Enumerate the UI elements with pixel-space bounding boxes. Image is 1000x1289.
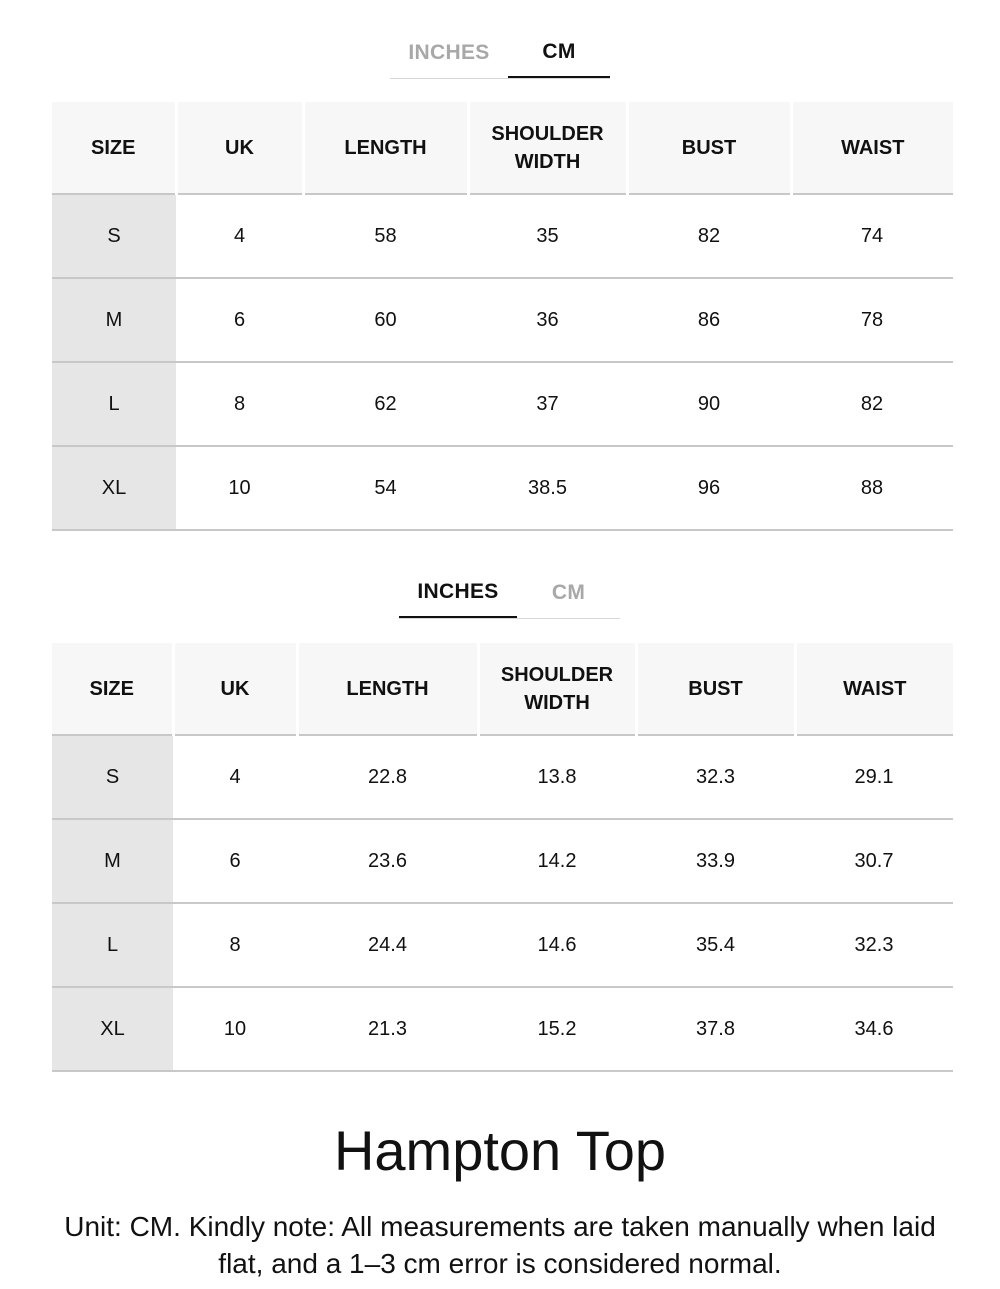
table-cell: 6 bbox=[176, 278, 303, 362]
table-cell: 88 bbox=[791, 446, 953, 530]
column-header: SHOULDER WIDTH bbox=[468, 102, 627, 194]
table-row bbox=[52, 903, 953, 987]
table-cell: 24.4 bbox=[297, 903, 478, 987]
column-header: UK bbox=[176, 102, 303, 194]
size-cell: M bbox=[52, 819, 173, 903]
table-cell: 34.6 bbox=[795, 987, 953, 1071]
table-row bbox=[52, 362, 953, 446]
column-header: WAIST bbox=[795, 643, 953, 735]
table-cell: 96 bbox=[627, 446, 791, 530]
table-row bbox=[52, 819, 953, 903]
size-table-inches bbox=[52, 643, 953, 1072]
table-cell: 32.3 bbox=[636, 735, 795, 819]
table-cell: 37 bbox=[468, 362, 627, 446]
column-header: BUST bbox=[627, 102, 791, 194]
table-cell: 14.2 bbox=[478, 819, 636, 903]
size-cell: L bbox=[52, 903, 173, 987]
size-cell: XL bbox=[52, 987, 173, 1071]
table-cell: 30.7 bbox=[795, 819, 953, 903]
column-header: WAIST bbox=[791, 102, 953, 194]
unit-tabs-inch-section bbox=[399, 568, 620, 619]
column-header: BUST bbox=[636, 643, 795, 735]
table-cell: 8 bbox=[173, 903, 297, 987]
column-header: SHOULDER WIDTH bbox=[478, 643, 636, 735]
tab-inches[interactable]: INCHES bbox=[399, 568, 517, 618]
table-cell: 4 bbox=[176, 194, 303, 278]
table-cell: 74 bbox=[791, 194, 953, 278]
table-cell: 60 bbox=[303, 278, 468, 362]
table-cell: 23.6 bbox=[297, 819, 478, 903]
table-cell: 13.8 bbox=[478, 735, 636, 819]
column-header: SIZE bbox=[52, 102, 176, 194]
table-cell: 10 bbox=[173, 987, 297, 1071]
column-header: LENGTH bbox=[297, 643, 478, 735]
size-cell: L bbox=[52, 362, 176, 446]
table-cell: 35 bbox=[468, 194, 627, 278]
size-cell: S bbox=[52, 194, 176, 278]
table-cell: 33.9 bbox=[636, 819, 795, 903]
table-cell: 62 bbox=[303, 362, 468, 446]
table-cell: 38.5 bbox=[468, 446, 627, 530]
table-row bbox=[52, 446, 953, 530]
tab-cm[interactable]: CM bbox=[508, 28, 610, 78]
table-cell: 32.3 bbox=[795, 903, 953, 987]
table-row bbox=[52, 278, 953, 362]
table-cell: 10 bbox=[176, 446, 303, 530]
table-header-row bbox=[52, 102, 953, 194]
table-row bbox=[52, 735, 953, 819]
table-cell: 4 bbox=[173, 735, 297, 819]
column-header: SIZE bbox=[52, 643, 173, 735]
table-cell: 82 bbox=[791, 362, 953, 446]
table-cell: 15.2 bbox=[478, 987, 636, 1071]
product-title: Hampton Top bbox=[333, 1119, 667, 1182]
table-cell: 36 bbox=[468, 278, 627, 362]
table-cell: 37.8 bbox=[636, 987, 795, 1071]
column-header: LENGTH bbox=[303, 102, 468, 194]
size-cell: XL bbox=[52, 446, 176, 530]
table-cell: 29.1 bbox=[795, 735, 953, 819]
size-cell: M bbox=[52, 278, 176, 362]
column-header: UK bbox=[173, 643, 297, 735]
tab-cm[interactable]: CM bbox=[551, 581, 586, 604]
table-cell: 78 bbox=[791, 278, 953, 362]
table-cell: 90 bbox=[627, 362, 791, 446]
table-cell: 6 bbox=[173, 819, 297, 903]
unit-tabs-cm-section bbox=[390, 28, 610, 79]
measurement-note: Unit: CM. Kindly note: All measurements are taken manually when laid flat, and a 1–3 cm error is considered normal. bbox=[64, 1211, 936, 1279]
table-cell: 8 bbox=[176, 362, 303, 446]
table-row bbox=[52, 194, 953, 278]
table-cell: 86 bbox=[627, 278, 791, 362]
table-header-row bbox=[52, 643, 953, 735]
table-cell: 58 bbox=[303, 194, 468, 278]
table-cell: 82 bbox=[627, 194, 791, 278]
table-row bbox=[52, 987, 953, 1071]
tab-inches[interactable]: INCHES bbox=[408, 41, 490, 64]
size-table-cm bbox=[52, 102, 953, 531]
size-cell: S bbox=[52, 735, 173, 819]
table-cell: 35.4 bbox=[636, 903, 795, 987]
table-cell: 22.8 bbox=[297, 735, 478, 819]
table-cell: 54 bbox=[303, 446, 468, 530]
table-cell: 21.3 bbox=[297, 987, 478, 1071]
table-cell: 14.6 bbox=[478, 903, 636, 987]
